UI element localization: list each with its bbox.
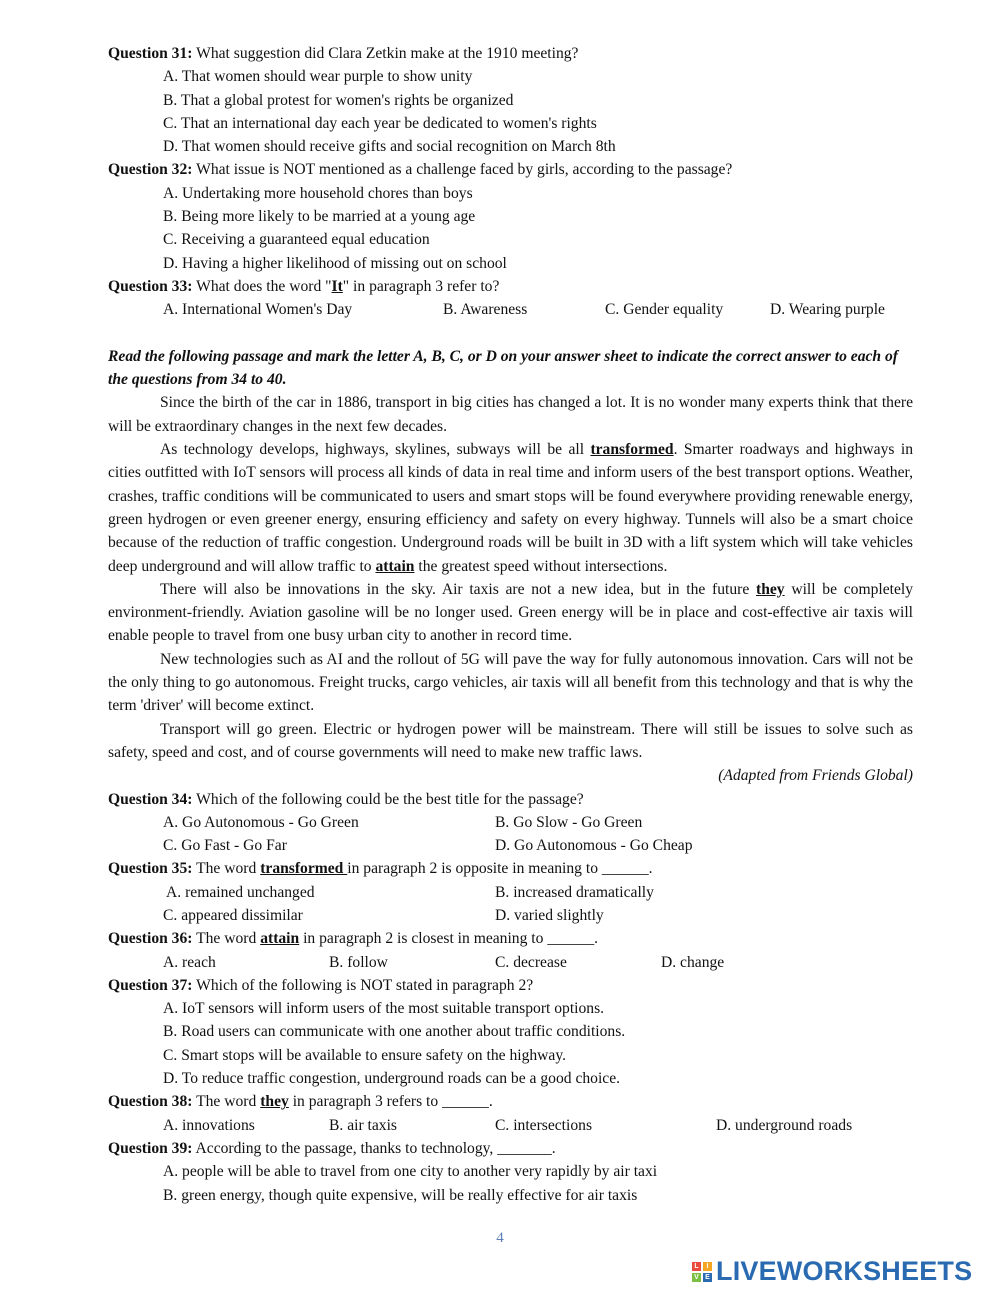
option-a: A. Undertaking more household chores than boys xyxy=(163,184,473,202)
question-label: Question 36: xyxy=(108,930,193,948)
keyword: they xyxy=(260,1093,289,1111)
option-b: B. Go Slow - Go Green xyxy=(495,813,643,831)
question-text: in paragraph 2 is opposite in meaning to ______. xyxy=(347,860,653,878)
option-c: C. That an international day each year be dedicated to women's rights xyxy=(163,114,597,132)
question-label: Question 35: xyxy=(108,860,193,878)
question-35 xyxy=(108,857,913,880)
paragraph-5: Transport will go green. Electric or hydrogen power will be mainstream. There will still be issues to solve such as safety, speed and cost, and of course governments will need to make new traffic laws. xyxy=(108,720,913,761)
keyword: It xyxy=(331,277,343,295)
logo-text: LIVEWORKSHEETS xyxy=(716,1256,973,1286)
worksheet-page xyxy=(108,42,913,1207)
option-a: A. Go Autonomous - Go Green xyxy=(163,813,359,831)
question-36 xyxy=(108,927,913,950)
question-label: Question 39: xyxy=(108,1139,193,1157)
option-b: B. Awareness xyxy=(443,301,528,319)
options-row xyxy=(108,904,913,927)
option-c: C. Go Fast - Go Far xyxy=(163,837,287,855)
logo-tile: I xyxy=(703,1262,712,1271)
option-a: A. International Women's Day xyxy=(163,301,353,319)
keyword-attain: attain xyxy=(375,557,415,575)
options-row xyxy=(108,1114,913,1137)
keyword: transformed xyxy=(260,860,348,878)
logo-tile: E xyxy=(703,1273,712,1282)
question-37 xyxy=(108,974,913,997)
option-c: C. Receiving a guaranteed equal education xyxy=(163,231,430,249)
question-33 xyxy=(108,275,913,298)
paragraph-4: New technologies such as AI and the rollout of 5G will pave the way for fully autonomous innovation. Cars will not be the only thing to go autonomous. Freight trucks, cargo vehicles, air taxis will all benefit from this technology and that is why the term 'driver' will become extinct. xyxy=(108,650,913,715)
paragraph-3: There will also be innovations in the sky. Air taxis are not a new idea, but in the future they will be completely environment-friendly. Aviation gasoline will be no longer used. Green energy will be in place and cost-effective air taxis will enable people to travel from one busy urban city to another in record time. xyxy=(108,580,914,645)
option-d: D. Wearing purple xyxy=(770,301,885,319)
options-row xyxy=(108,834,913,857)
option-c: C. Smart stops will be available to ensure safety on the highway. xyxy=(163,1046,567,1064)
options-row xyxy=(108,811,913,834)
question-text: What issue is NOT mentioned as a challenge faced by girls, according to the passage? xyxy=(192,161,733,179)
question-text: The word xyxy=(192,860,261,878)
option-a: A. That women should wear purple to show unity xyxy=(163,68,473,86)
option-a: A. reach xyxy=(163,953,216,971)
passage-source: (Adapted from Friends Global) xyxy=(718,767,913,785)
question-label: Question 34: xyxy=(108,790,193,808)
reading-passage xyxy=(108,391,913,764)
option-d: D. varied slightly xyxy=(495,906,604,924)
question-text: What does the word " xyxy=(192,277,332,295)
question-text: The word xyxy=(192,1093,261,1111)
option-a: A. IoT sensors will inform users of the most suitable transport options. xyxy=(163,1000,605,1018)
option-a: A. remained unchanged xyxy=(163,883,315,901)
question-text: Which of the following could be the best title for the passage? xyxy=(192,790,584,808)
keyword: attain xyxy=(260,930,300,948)
question-text: According to the passage, thanks to technology, _______. xyxy=(192,1139,556,1157)
options-row xyxy=(108,298,913,321)
option-d: D. Having a higher likelihood of missing out on school xyxy=(163,254,507,272)
paragraph-1: Since the birth of the car in 1886, transport in big cities has changed a lot. It is no wonder many experts think that there will be extraordinary changes in the next few decades. xyxy=(108,394,913,435)
keyword-transformed: transformed xyxy=(590,441,674,459)
liveworksheets-logo xyxy=(692,1256,972,1287)
option-a: A. people will be able to travel from one city to another very rapidly by air taxi xyxy=(163,1163,658,1181)
logo-tile: L xyxy=(692,1262,701,1271)
question-text: " in paragraph 3 refer to? xyxy=(342,277,500,295)
logo-tile: V xyxy=(692,1273,701,1282)
option-b: B. That a global protest for women's rights be organized xyxy=(163,91,514,109)
paragraph-2: As technology develops, highways, skylines, subways will be all transformed. Smarter roadways and highways in cities outfitted with IoT sensors will process all kinds of data in real time and inform users of the best transport options. Weather, crashes, traffic conditions will be communicated to users and smart stops will be found everywhere providing renewable energy, green hydrogen or even greener energy, ensuring efficiency and safety on every highway. Tunnels will also be a smart choice because of the reduction of traffic congestion. Underground roads will be built in 3D with a lift system which will take vehicles deep underground and will allow traffic to attain the greatest speed without intersections. xyxy=(108,441,913,575)
option-b: B. follow xyxy=(329,953,388,971)
keyword-they: they xyxy=(756,580,785,598)
option-b: B. Being more likely to be married at a young age xyxy=(163,208,476,226)
option-b: B. green energy, though quite expensive, will be really effective for air taxis xyxy=(163,1186,638,1204)
option-b: B. Road users can communicate with one another about traffic conditions. xyxy=(163,1023,626,1041)
option-d: D. That women should receive gifts and social recognition on March 8th xyxy=(163,138,616,156)
options-row xyxy=(108,951,913,974)
option-d: D. To reduce traffic congestion, underground roads can be a good choice. xyxy=(163,1070,621,1088)
question-label: Question 38: xyxy=(108,1093,193,1111)
option-d: D. underground roads xyxy=(716,1116,853,1134)
question-label: Question 32: xyxy=(108,161,193,179)
page-number: 4 xyxy=(496,1230,504,1246)
option-c: C. appeared dissimilar xyxy=(163,906,303,924)
question-32 xyxy=(108,158,913,181)
options-row xyxy=(108,881,913,904)
question-39 xyxy=(108,1137,913,1160)
question-text: What suggestion did Clara Zetkin make at the 1910 meeting? xyxy=(192,45,579,62)
question-34 xyxy=(108,788,913,811)
logo-icon xyxy=(692,1262,712,1282)
instruction: Read the following passage and mark the letter A, B, C, or D on your answer sheet to indicate the correct answer to each of the questions from 34 to 40. xyxy=(108,347,898,389)
question-label: Question 37: xyxy=(108,976,193,994)
option-c: C. decrease xyxy=(495,953,567,971)
option-b: B. increased dramatically xyxy=(495,883,654,901)
question-label: Question 33: xyxy=(108,277,193,295)
option-a: A. innovations xyxy=(163,1116,255,1134)
question-label: Question 31: xyxy=(108,45,193,62)
question-31 xyxy=(108,42,913,65)
question-text: The word xyxy=(192,930,261,948)
question-text: Which of the following is NOT stated in paragraph 2? xyxy=(192,976,534,994)
question-38 xyxy=(108,1090,913,1113)
option-d: D. change xyxy=(661,953,725,971)
option-c: C. intersections xyxy=(495,1116,593,1134)
option-d: D. Go Autonomous - Go Cheap xyxy=(495,837,693,855)
option-b: B. air taxis xyxy=(329,1116,397,1134)
question-text: in paragraph 3 refers to ______. xyxy=(288,1093,493,1111)
question-text: in paragraph 2 is closest in meaning to ______. xyxy=(299,930,599,948)
option-c: C. Gender equality xyxy=(605,301,724,319)
